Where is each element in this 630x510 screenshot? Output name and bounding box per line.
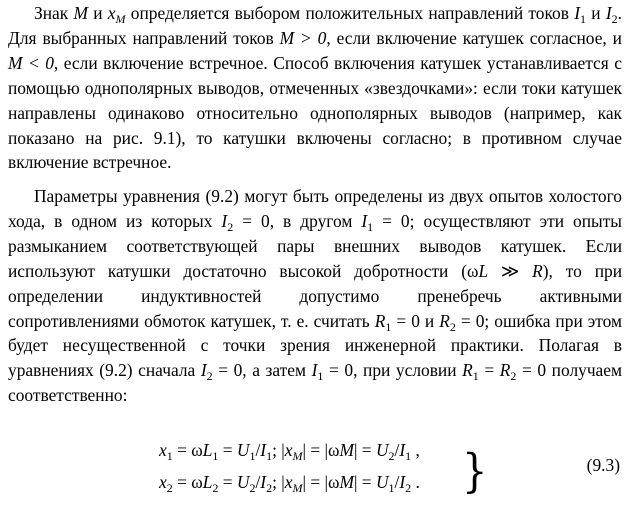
condition-negative: M < 0 [8,52,54,73]
equation-line-2: $x_2 = \omega L_2 = U_2/I_2$; $|x_M| = |\omega M| = U_1/I_2$ . [159,472,420,495]
equation-brace: } [462,444,488,498]
paragraph-coupling-sign: Знак M и $x_M$ определяется выбором положительных направлений токов $I_1$ и $I_2$. Для выбранных направлений токов M > 0, если включение катушек согласное, и M < 0, если включение встречное. Способ включения катушек устанавливается с помощью однополярных выводов, отмеченных «звездочками»: если токи катушек направлены одинаково относительно однополярных выводов (например, как показано на рис. 9.1), то катушки включены согласно; в противном случае включение встречное. [8,3,622,173]
var-xM: $x_M$ [107,3,126,26]
paragraph-parameters: Параметры уравнения (9.2) могут быть определены из двух опытов холостого хода, в одном из которых $I_2 = 0$, в другом $I_1 = 0$; осуществляют эти опыты размыканием соответствующей пары внешних выводов катушек. Если используют катушки достаточно высокой добротности (ωL ≫ R), то при определении индуктивностей допустимо пренебречь активными сопротивлениями обмоток катушек, т. е. считать $R_1 = 0$ и $R_2 = 0$; ошибка при этом будет несущественной с точки зрения инженерной практики. Полагая в уравнениях (9.2) сначала $I_2 = 0$, а затем $I_1 = 0$, при условии $R_1 = R_2 = 0$ получаем соответственно: [8,186,623,406]
equation-number: (9.3) [586,455,620,475]
equation-line-1: $x_1 = \omega L_1 = U_1/I_1$; $|x_M| = |\omega M| = U_2/I_1$ , [159,440,420,463]
condition-positive: M > 0 [279,27,327,48]
